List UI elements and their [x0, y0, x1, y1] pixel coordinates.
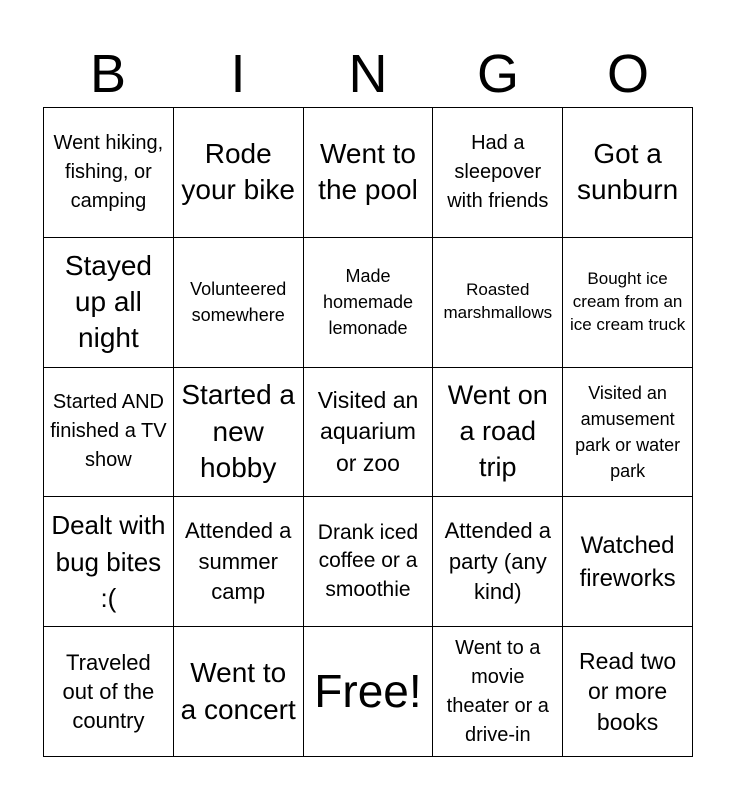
cell-text: Bought ice cream from an ice cream truck	[569, 268, 686, 334]
bingo-cell[interactable]	[44, 108, 174, 238]
cell-text: Drank iced coffee or a smoothie	[317, 520, 419, 602]
header-letter-n: N	[348, 44, 388, 104]
bingo-board	[43, 107, 693, 757]
cell-text: Went to the pool	[318, 138, 418, 206]
cell-text: Started AND finished a TV show	[50, 391, 167, 472]
bingo-cell[interactable]	[304, 238, 434, 368]
cell-text: Read two or more books	[579, 647, 677, 735]
bingo-cell[interactable]	[44, 497, 174, 627]
header-letter-o: O	[606, 44, 649, 104]
bingo-cell[interactable]	[44, 238, 174, 368]
bingo-cell[interactable]	[174, 497, 304, 627]
cell-text: Started a new hobby	[181, 379, 296, 484]
cell-text: Rode your bike	[181, 138, 295, 206]
cell-text: Stayed up all night	[64, 249, 152, 354]
bingo-cell[interactable]	[433, 238, 563, 368]
bingo-cell[interactable]	[563, 108, 693, 238]
cell-text: Roasted marshmallows	[443, 280, 553, 323]
header-letter-i: I	[230, 44, 246, 104]
cell-text: Went hiking, fishing, or camping	[53, 131, 164, 212]
cell-text: Attended a summer camp	[184, 518, 292, 604]
bingo-cell[interactable]	[433, 497, 563, 627]
bingo-cell[interactable]	[433, 108, 563, 238]
bingo-cell[interactable]	[563, 627, 693, 757]
bingo-cell[interactable]	[44, 627, 174, 757]
cell-text: Had a sleepover with friends	[447, 131, 549, 212]
header-letter-g: G	[476, 44, 519, 104]
cell-text: Went to a movie theater or a drive-in	[446, 636, 549, 746]
cell-text: Dealt with bug bites :(	[51, 510, 166, 613]
cell-text: Volunteered somewhere	[190, 279, 287, 326]
bingo-cell[interactable]	[563, 368, 693, 498]
cell-text: Watched fireworks	[579, 531, 676, 592]
bingo-cell[interactable]	[563, 497, 693, 627]
bingo-cell[interactable]	[44, 368, 174, 498]
cell-text: Went on a road trip	[447, 380, 548, 482]
bingo-cell[interactable]	[433, 368, 563, 498]
cell-text: Visited an amusement park or water park	[575, 382, 681, 482]
bingo-cell[interactable]	[304, 368, 434, 498]
header-letter-b: B	[89, 44, 127, 104]
cell-text: Traveled out of the country	[62, 649, 155, 734]
bingo-cell[interactable]	[174, 627, 304, 757]
free-space-cell[interactable]	[304, 627, 434, 757]
cell-text: Made homemade lemonade	[322, 266, 414, 339]
bingo-cell[interactable]	[563, 238, 693, 368]
cell-text: Visited an aquarium or zoo	[317, 387, 419, 476]
bingo-cell[interactable]	[433, 627, 563, 757]
bingo-cell[interactable]	[304, 497, 434, 627]
bingo-cell[interactable]	[174, 368, 304, 498]
cell-text: Attended a party (any kind)	[444, 518, 551, 604]
free-space-text: Free!	[314, 665, 422, 718]
cell-text: Went to a concert	[180, 657, 296, 725]
bingo-cell[interactable]	[304, 108, 434, 238]
bingo-cell[interactable]	[174, 108, 304, 238]
cell-text: Got a sunburn	[577, 138, 679, 206]
bingo-cell[interactable]	[174, 238, 304, 368]
bingo-header	[43, 40, 693, 108]
